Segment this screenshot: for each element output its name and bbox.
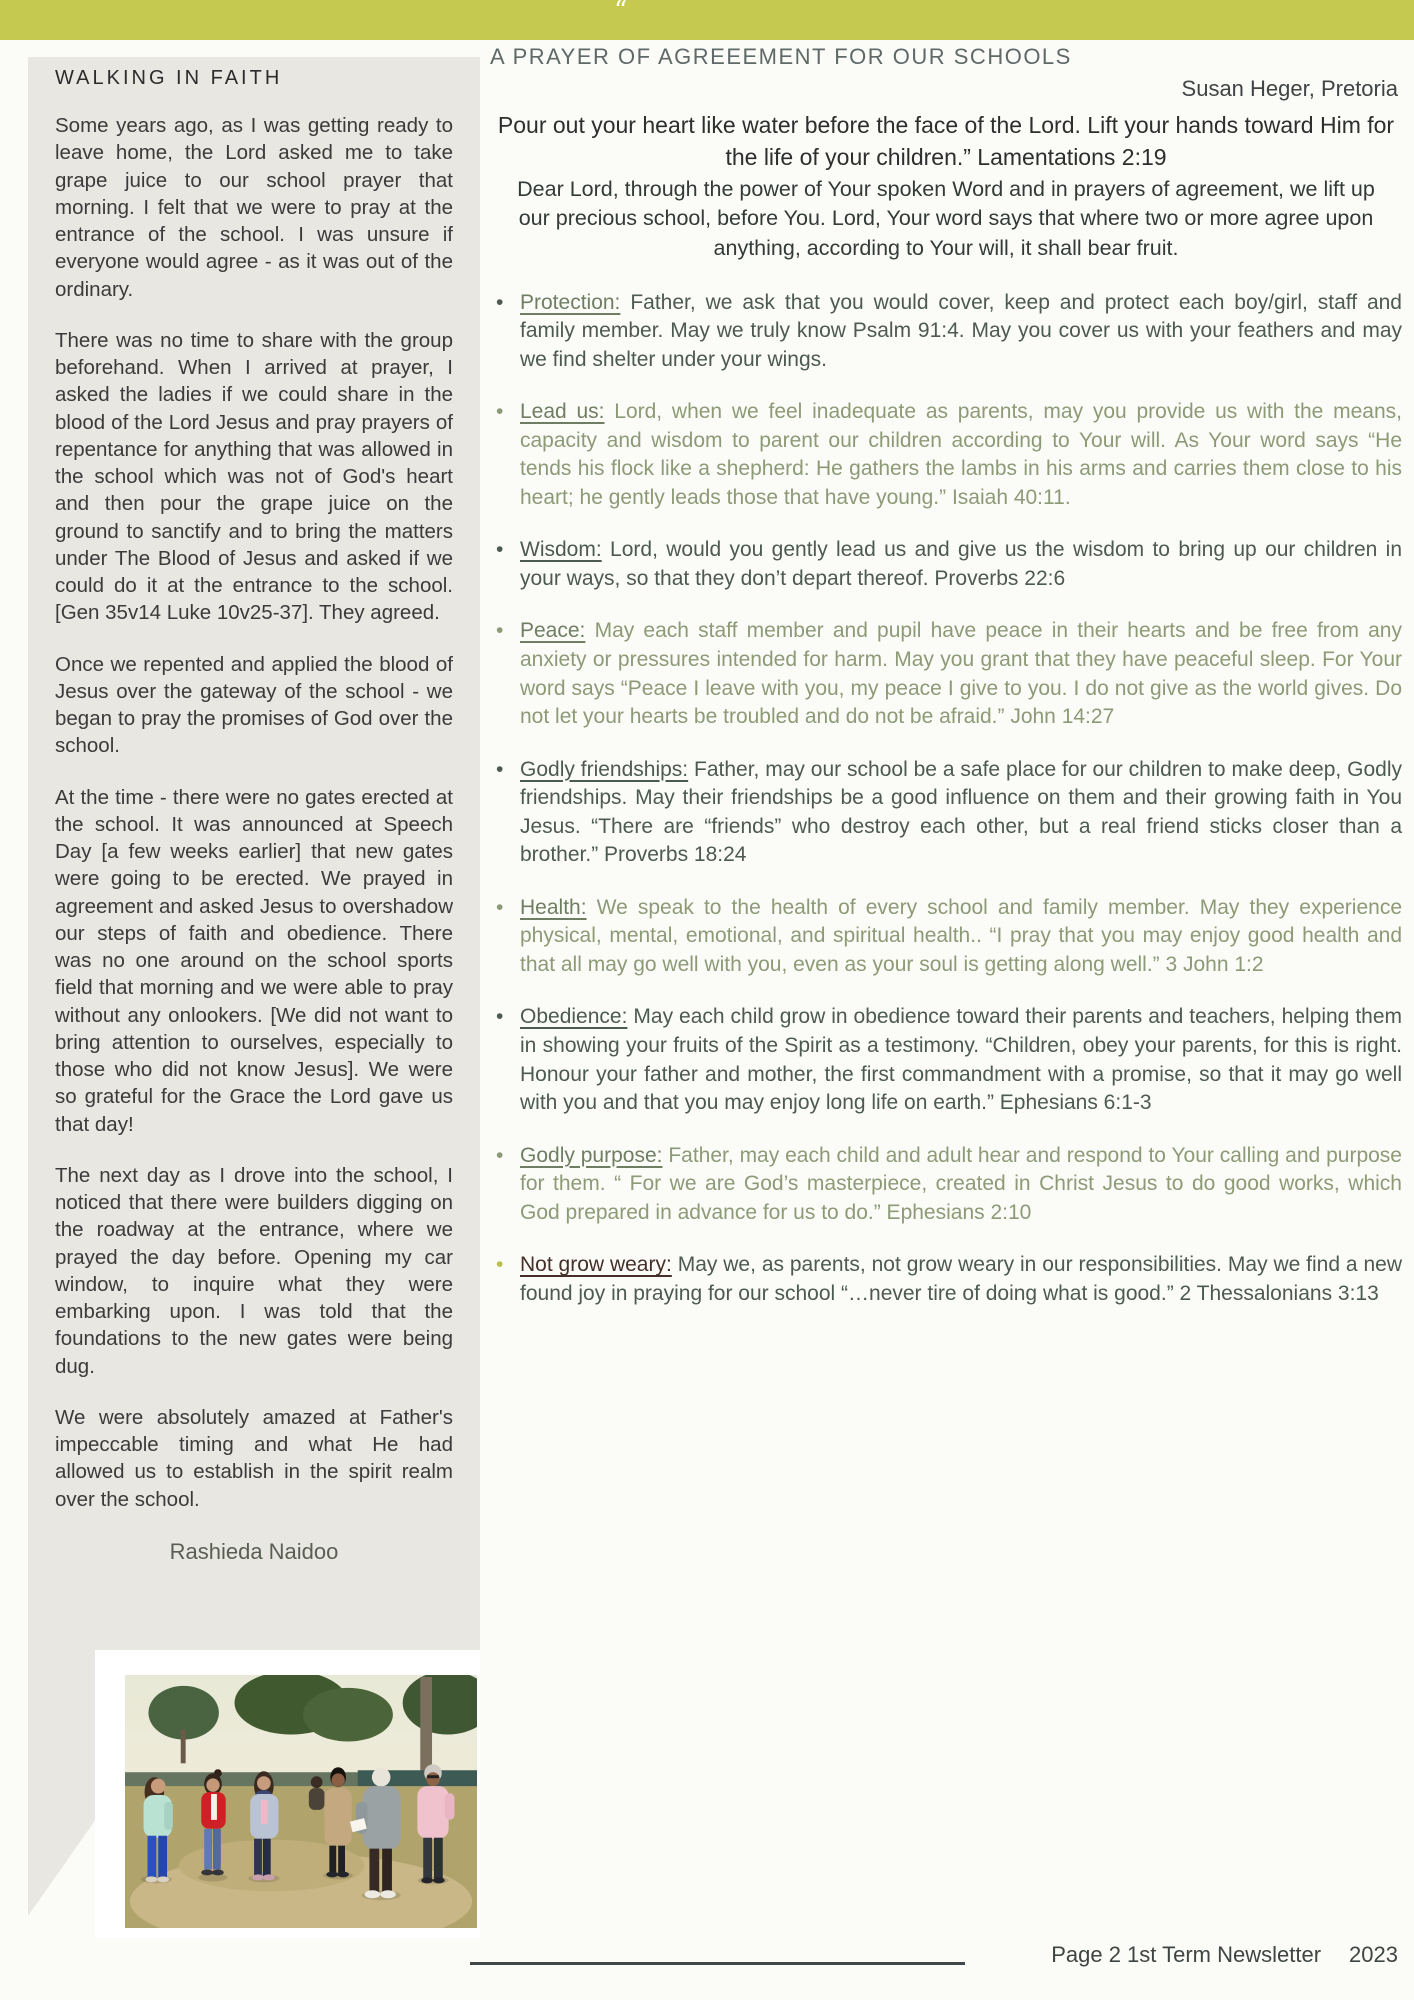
- prayer-item-godly-friendships: [512, 756, 1402, 870]
- prayer-item-label: Obedience:: [520, 1005, 628, 1029]
- prayer-item-not-grow-weary: [512, 1251, 1402, 1308]
- prayer-item-godly-purpose: [512, 1142, 1402, 1228]
- article-paragraph: Once we repented and applied the blood of Jesus over the gateway of the school - we began to pray the promises of God over the school.: [55, 652, 453, 758]
- prayer-item-text: Lord, when we feel inadequate as parents, may you provide us with the means, capacity and wisdom to parent our children according to Your will. As Your word says “He tends his flock like a shepherd: He gathers the lambs in his arms and carries them close to his heart; he gently leads those that have young.” Isaiah 40:11.: [520, 400, 1402, 509]
- prayer-item-text: Lord, would you gently lead us and give us the wisdom to bring up our children in your ways, so that they don’t depart thereof. Proverbs 22:6: [520, 538, 1402, 590]
- prayer-item-protection: [512, 289, 1402, 375]
- article-paragraph: There was no time to share with the group beforehand. When I arrived at prayer, I asked the ladies if we could share in the blood of the Lord Jesus and pray prayers of repentance for anything that was allowed in the school which was not of God's heart and then pour the grape juice on the ground to sanctify and to bring the matters under The Blood of Jesus and asked if we could do it at the entrance to the school. [Gen 35v14 Luke 10v25-37]. They agreed.: [55, 328, 453, 625]
- article-paragraph: The next day as I drove into the school, I noticed that there were builders digging on the roadway at the entrance, where we prayed the day before. Opening my car window, to inquire what they were embarking upon. I was told that the foundations to the new gates were being dug.: [55, 1163, 453, 1378]
- article-paragraph: At the time - there were no gates erected at the school. It was announced at Speech Day [a few weeks earlier] that new gates were going to be erected. We prayed in agreement and asked Jesus to overshadow our steps of faith and obedience. There was no one around on the school sports field that morning and we were able to pray without any onlookers. [We did not want to bring attention to ourselves, especially to those who did not know Jesus]. We were so grateful for the Grace the Lord gave us that day!: [55, 785, 453, 1136]
- prayer-circle-photo-illustration: [125, 1675, 477, 1928]
- prayer-column: [490, 44, 1402, 1332]
- article-paragraph: Some years ago, as I was getting ready to leave home, the Lord asked me to take grape juice to our school prayer that morning. I felt that we were to pray at the entrance of the school. I was unsure if everyone would agree - as it was out of the ordinary.: [55, 114, 453, 301]
- prayer-item-label: Lead us:: [520, 400, 605, 424]
- opening-quote-mark: “: [614, 0, 628, 26]
- footer-divider-line: [470, 1962, 965, 1965]
- prayer-item-text: Father, may each child and adult hear and respond to Your calling and purpose for them. “ For we are God’s masterpiece, created in Christ Jesus to do good works, which God prepared in advance for us to do.” Ephesians 2:10: [520, 1143, 1402, 1224]
- prayer-item-label: Not grow weary:: [520, 1253, 672, 1277]
- prayer-item-lead-us: [512, 398, 1402, 512]
- prayer-item-peace: [512, 617, 1402, 731]
- footer-year: 2023: [1349, 1942, 1398, 1967]
- prayer-item-text: May each child grow in obedience toward their parents and teachers, helping them in showing your fruits of the Spirit as a testimony. “Children, obey your parents, for this is right. Honour your father and mother, the first commandment with a promise, so that it may go well with you and that you may enjoy long life on earth.” Ephesians 6:1-3: [520, 1005, 1403, 1115]
- prayer-byline: Susan Heger, Pretoria: [1181, 76, 1398, 101]
- prayer-item-health: [512, 894, 1402, 980]
- prayer-list: [490, 289, 1402, 1309]
- article-body: [55, 112, 453, 1513]
- walking-in-faith-panel: [28, 57, 480, 1659]
- prayer-item-label: Protection:: [520, 290, 621, 314]
- top-accent-band: [0, 0, 1414, 40]
- panel-corner-wedge: [28, 1658, 95, 1916]
- article-paragraph: We were absolutely amazed at Father's impeccable timing and what He had allowed us to establish in the spirit realm over the school.: [55, 1405, 453, 1511]
- prayer-item-text: We speak to the health of every school and family member. May they experience physical, mental, emotional, and spiritual health.. “I pray that you may enjoy good health and that all may go well with you, even as your soul is getting along well.” 3 John 1:2: [520, 895, 1402, 976]
- prayer-circle-photo: [125, 1675, 477, 1928]
- photo-card: [95, 1650, 480, 1938]
- prayer-intro: Dear Lord, through the power of Your spoken Word and in prayers of agreement, we lift up our precious school, before You. Lord, Your word says that where two or more agree upon anything, according to Your will, it shall bear fruit.: [517, 177, 1375, 260]
- article-signature: Rashieda Naidoo: [169, 1538, 339, 1564]
- prayer-item-text: Father, we ask that you would cover, keep and protect each boy/girl, staff and family member. May we truly know Psalm 91:4. May you cover us with your feathers and may we find shelter under your wings.: [520, 290, 1402, 371]
- prayer-item-label: Godly friendships:: [520, 757, 689, 781]
- person-background: [309, 1776, 325, 1810]
- prayer-item-text: May each staff member and pupil have peace in their hearts and be free from any anxiety or pressures intended for harm. May you grant that they have peaceful sleep. For Your word says “Peace I leave with you, my peace I give to you. I do not give as the world gives. Do not let your hearts be troubled and do not be afraid.” John 14:27: [520, 619, 1402, 729]
- article-title: WALKING IN FAITH: [55, 67, 283, 89]
- prayer-item-text: May we, as parents, not grow weary in our responsibilities. May we find a new found joy in praying for our school “…never tire of doing what is good.” 2 Thessalonians 3:13: [520, 1253, 1402, 1305]
- prayer-item-wisdom: [512, 536, 1402, 593]
- prayer-item-obedience: [512, 1003, 1402, 1117]
- prayer-item-text: Father, may our school be a safe place for our children to make deep, Godly friendships. May their friendships be a good influence on them and their growing faith in You Jesus. “There are “friends” who destroy each other, but a real friend sticks closer than a brother.” Proverbs 18:24: [520, 757, 1402, 867]
- footer: [1051, 1942, 1398, 1968]
- prayer-item-label: Godly purpose:: [520, 1143, 663, 1167]
- prayer-item-label: Health:: [520, 895, 587, 919]
- footer-page-label: Page 2 1st Term Newsletter: [1051, 1942, 1322, 1967]
- scripture-quote: Pour out your heart like water before the face of the Lord. Lift your hands toward Him for the life of your children.” Lamentations 2:19: [497, 112, 1395, 170]
- prayer-item-label: Peace:: [520, 619, 586, 643]
- prayer-item-label: Wisdom:: [520, 538, 602, 562]
- prayer-title: A PRAYER OF AGREEEMENT FOR OUR SCHOOLS: [490, 44, 1072, 69]
